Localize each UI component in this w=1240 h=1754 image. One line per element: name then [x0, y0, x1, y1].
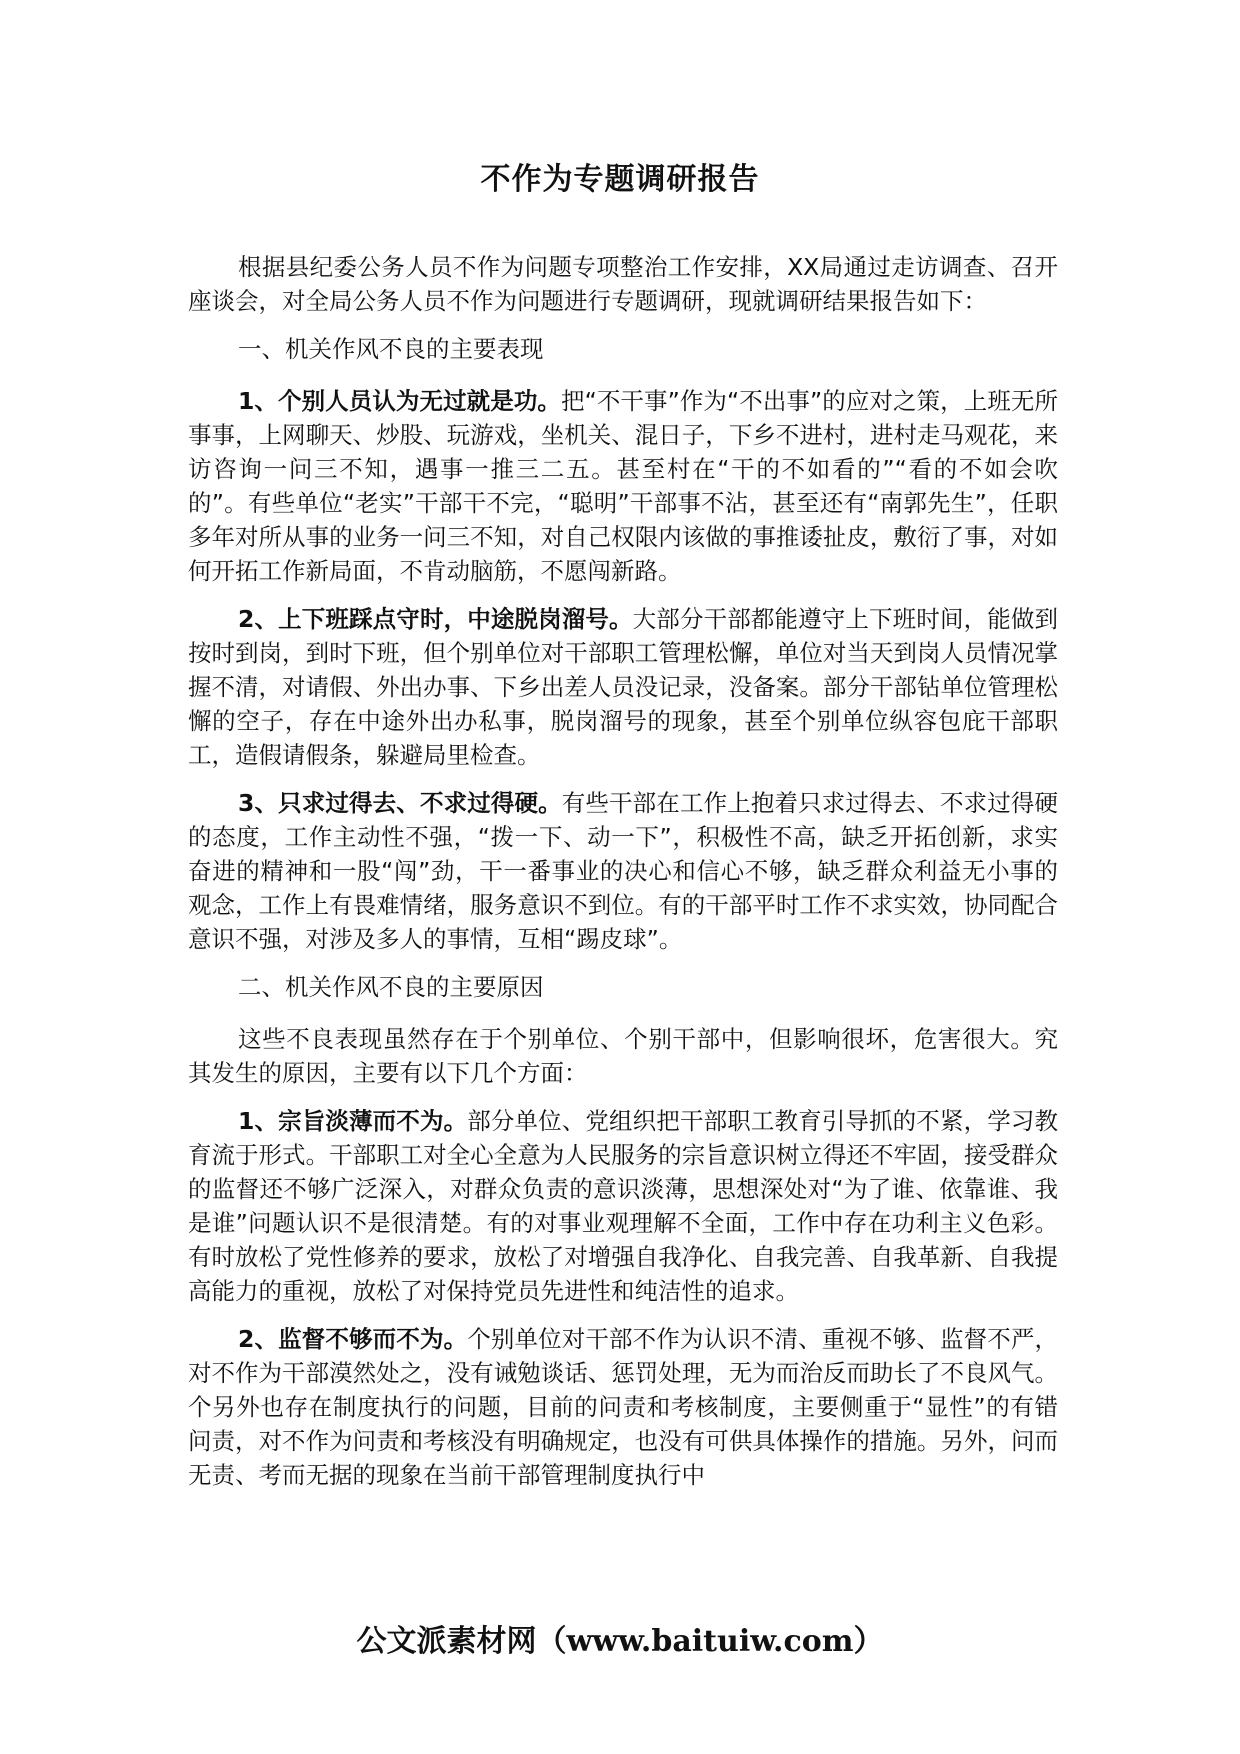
paragraph-text: 部分单位、党组织把干部职工教育引导抓的不紧，学习教育流于形式。干部职工对全心全意为人民服务的宗旨意识树立得还不牢固，接受群众的监督还不够广泛深入，对群众负责的意识淡薄，思想深处对“为了谁、依靠谁、我是谁”问题认识不是很清楚。有的对事业观理解不全面，工作中存在功利主义色彩。有时放松了党性修养的要求，放松了对增强自我净化、自我完善、自我革新、自我提高能力的重视，放松了对保持党员先进性和纯洁性的追求。	[188, 1107, 1058, 1305]
paragraph-s1-item-3	[188, 786, 1058, 956]
footer-watermark: 公文派素材网（www.baituiw.com）	[356, 1624, 884, 1659]
paragraph-text: 有些干部在工作上抱着只求过得去、不求过得硬的态度，工作主动性不强，“拨一下、动一下”，积极性不高，缺乏开拓创新，求实奋进的精神和一股“闯”劲，干一番事业的决心和信心不够，缺乏群众利益无小事的观念，工作上有畏难情绪，服务意识不到位。有的干部平时工作不求实效，协同配合意识不强，对涉及多人的事情，互相“踢皮球”。	[188, 789, 1058, 953]
document-body	[188, 250, 1058, 1506]
paragraph-s1-item-1	[188, 384, 1058, 588]
section-heading-2: 二、机关作风不良的主要原因	[238, 973, 544, 1001]
paragraph-text: 把“不干事”作为“不出事”的应对之策，上班无所事事，上网聊天、炒股、玩游戏，坐机关、混日子，下乡不进村，进村走马观花，来访咨询一问三不知，遇事一推三二五。甚至村在“干的不如看的”“看的不如会吹的”。有些单位“老实”干部干不完，“聪明”干部事不沾，甚至还有“南郭先生”，任职多年对所从事的业务一问三不知，对自己权限内该做的事推诿扯皮，敷衍了事，对如何开拓工作新局面，不肯动脑筋，不愿闯新路。	[188, 387, 1058, 585]
intro-paragraph: 根据县纪委公务人员不作为问题专项整治工作安排，XX局通过走访调查、召开座谈会，对全局公务人员不作为问题进行专题调研，现就调研结果报告如下：	[188, 253, 1058, 315]
paragraph-lead: 2、上下班踩点守时，中途脱岗溜号。	[238, 605, 633, 633]
paragraph-lead: 3、只求过得去、不求过得硬。	[238, 789, 562, 817]
section2-intro-paragraph: 这些不良表现虽然存在于个别单位、个别干部中，但影响很坏，危害很大。究其发生的原因，主要有以下几个方面：	[188, 1025, 1058, 1087]
section-heading-1: 一、机关作风不良的主要表现	[238, 335, 544, 363]
paragraph-s1-item-2	[188, 602, 1058, 772]
paragraph-text: 大部分干部都能遵守上下班时间，能做到按时到岗，到时下班，但个别单位对干部职工管理松懈，单位对当天到岗人员情况掌握不清，对请假、外出办事、下乡出差人员没记录，没备案。部分干部钻单位管理松懈的空子，存在中途外出办私事，脱岗溜号的现象，甚至个别单位纵容包庇干部职工，造假请假条，躲避局里检查。	[188, 605, 1058, 769]
paragraph-text: 个别单位对干部不作为认识不清、重视不够、监督不严，对不作为干部漠然处之，没有诫勉谈话、惩罚处理，无为而治反而助长了不良风气。个另外也存在制度执行的问题，目前的问责和考核制度，主要侧重于“显性”的有错问责，对不作为问责和考核没有明确规定，也没有可供具体操作的措施。另外，问而无责、考而无据的现象在当前干部管理制度执行中	[188, 1325, 1058, 1489]
document-title: 不作为专题调研报告	[480, 162, 760, 197]
paragraph-lead: 1、宗旨淡薄而不为。	[238, 1107, 468, 1135]
paragraph-lead: 2、监督不够而不为。	[238, 1325, 468, 1353]
paragraph-s2-item-2	[188, 1322, 1058, 1492]
paragraph-s2-item-1	[188, 1104, 1058, 1308]
paragraph-lead: 1、个别人员认为无过就是功。	[238, 387, 561, 415]
